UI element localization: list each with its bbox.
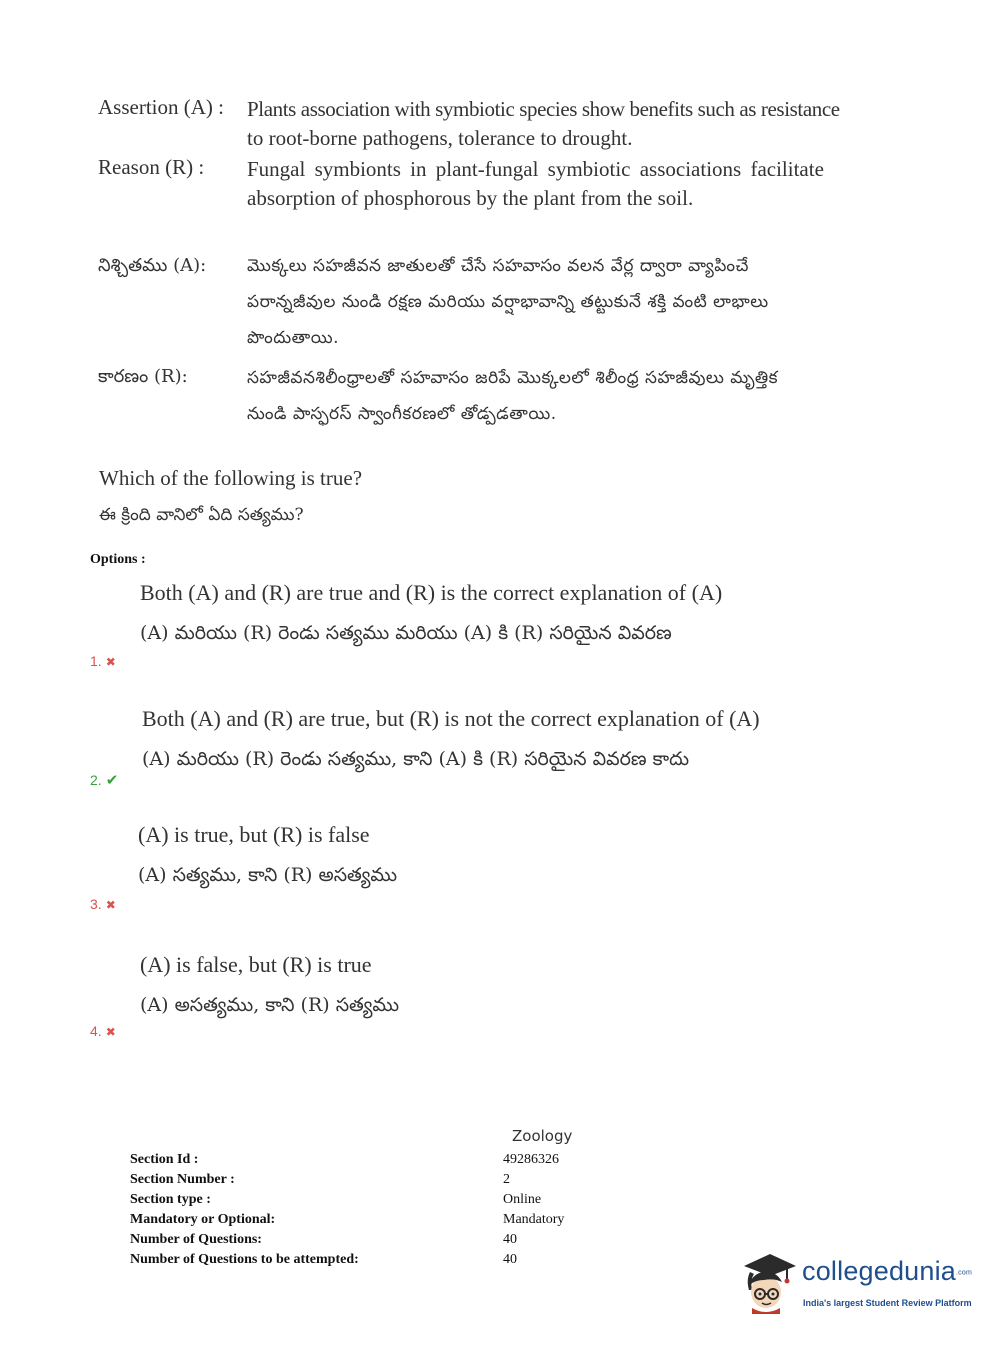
wrong-mark-icon: ✖ [105,655,116,669]
option-2-number [90,771,118,789]
te-reason-text [247,360,897,432]
option-4-num: 4. [90,1023,102,1039]
te-assertion-line-2: పరాన్నజీవుల నుండి రక్షణ మరియు వర్షాభావాన్ని తట్టుకునే శక్తి వంటి లాభాలు [247,292,769,312]
te-assertion-label: నిశ్చితము (A): [98,255,207,276]
option-3-number [90,896,116,912]
option-2-num: 2. [90,772,102,788]
te-reason-line-1: సహజీవనశిలీంధ్రాలతో సహవాసం జరిపే మొక్కలలో శిలీంధ్ర సహజీవులు మృత్తిక [247,368,779,388]
reason-label: Reason (R) : [98,155,205,179]
logo-tagline: India's largest Student Review Platform [803,1298,972,1308]
section-row-label: Section Number : [130,1172,235,1187]
correct-check-icon: ✔ [105,771,119,789]
option-1-num: 1. [90,653,102,669]
section-row-value: 40 [503,1252,517,1267]
option-2-text-en: Both (A) and (R) are true, but (R) is not the correct explanation of (A) [142,706,760,731]
te-assertion-line-1: మొక్కలు సహజీవన జాతులతో చేసే సహవాసం వలన వేర్ల ద్వారా వ్యాపించే [247,256,749,276]
prompt-te: ఈ క్రింది వానిలో ఏది సత్యము? [99,505,304,525]
section-row-label: Section Id : [130,1152,199,1167]
te-reason-line-2: నుండి పాస్ఫరస్ స్వాంగీకరణలో తోడ్పడతాయి. [247,404,557,424]
section-row-label: Number of Questions to be attempted: [130,1252,359,1267]
options-label: Options : [90,552,146,567]
reason-line-2: absorption of phosphorous by the plant from the soil. [247,186,694,210]
assertion-text [247,95,897,153]
option-4-number [90,1023,116,1039]
assertion-line-2: to root-borne pathogens, tolerance to drought. [247,126,633,150]
section-name: Zoology [512,1127,573,1145]
section-row-value: 40 [503,1232,517,1247]
option-1-text-en: Both (A) and (R) are true and (R) is the correct explanation of (A) [140,580,723,605]
wrong-mark-icon: ✖ [105,1025,116,1039]
section-row-value: 2 [503,1172,510,1187]
option-2[interactable] [90,706,910,806]
option-4[interactable] [90,952,910,1052]
mascot-icon [740,1250,798,1314]
option-3[interactable] [90,822,910,922]
option-3-num: 3. [90,896,102,912]
section-row-value: 49286326 [503,1152,559,1167]
collegedunia-logo[interactable] [740,1248,980,1318]
section-row-value: Mandatory [503,1212,565,1227]
logo-name: collegedunia [802,1256,957,1286]
option-4-text-en: (A) is false, but (R) is true [140,952,372,977]
option-2-text-te: (A) మరియు (R) రెండు సత్యము, కాని (A) కి (R) సరియైన వివరణ కాదు [142,748,690,770]
logo-suffix: .com [956,1269,973,1277]
section-row-label: Mandatory or Optional: [130,1212,276,1227]
section-row-label: Number of Questions: [130,1232,262,1247]
te-assertion-text [247,248,897,356]
te-assertion-line-3: పొందుతాయి. [247,328,339,348]
section-row-value: Online [503,1192,542,1207]
reason-line-1: Fungal symbionts in plant-fungal symbiotic associations facilitate [247,157,824,181]
reason-text [247,155,897,213]
section-row-label: Section type : [130,1192,211,1207]
option-3-text-te: (A) సత్యము, కాని (R) అసత్యము [138,864,398,886]
option-1-text-te: (A) మరియు (R) రెండు సత్యము మరియు (A) కి (R) సరియైన వివరణ [140,622,672,644]
te-reason-label: కారణం (R): [98,366,188,387]
prompt-en: Which of the following is true? [99,466,363,490]
option-1[interactable] [90,580,910,680]
assertion-label: Assertion (A) : [98,95,224,119]
option-3-text-en: (A) is true, but (R) is false [138,822,370,847]
option-4-text-te: (A) అసత్యము, కాని (R) సత్యము [140,994,400,1016]
option-1-number [90,653,116,669]
assertion-line-1: Plants association with symbiotic species show benefits such as resistance [247,97,840,121]
wrong-mark-icon: ✖ [105,898,116,912]
logo-wordmark [802,1256,972,1287]
